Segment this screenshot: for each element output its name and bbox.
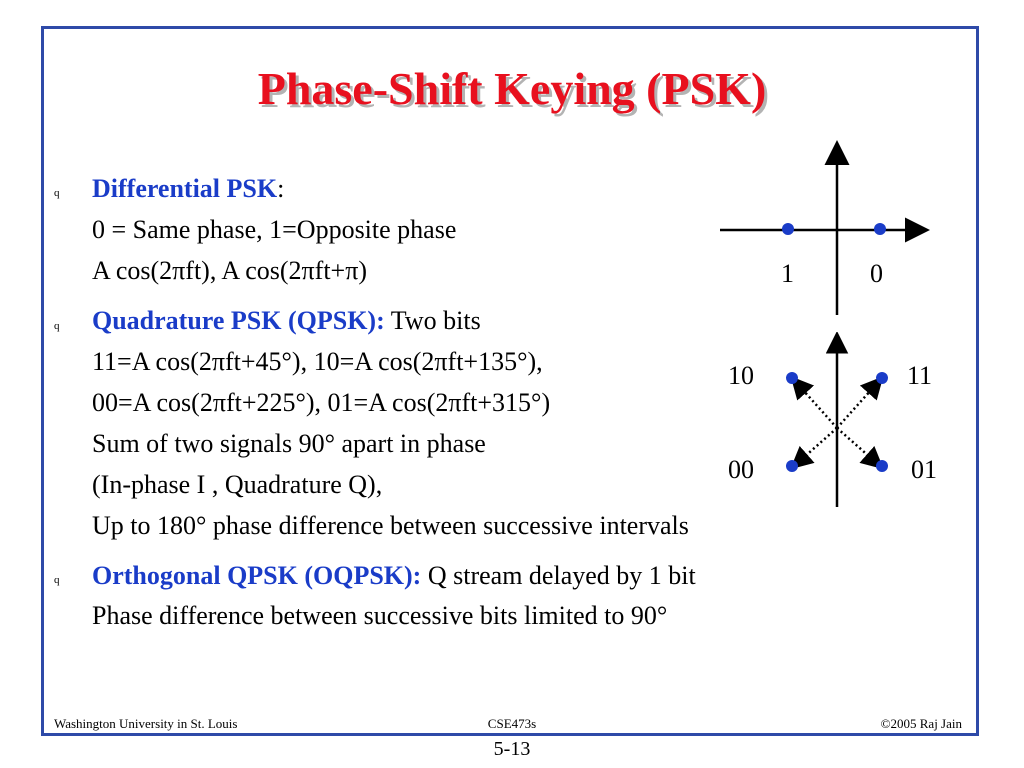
- constellation-label: 10: [728, 361, 754, 390]
- item-text-line: 11=A cos(2πft+45°), 10=A cos(2πft+135°),: [92, 347, 543, 376]
- item-text-line: (In-phase I , Quadrature Q),: [92, 470, 383, 499]
- bullet-marker: q: [54, 320, 60, 332]
- constellation-label: 11: [907, 361, 933, 390]
- constellation-label: 00: [728, 455, 754, 484]
- item-differential-psk-heading: [92, 174, 284, 204]
- item-qpsk-heading: [92, 306, 481, 336]
- item-heading-suffix: Q stream delayed by 1 bit: [421, 561, 696, 590]
- bullet-marker: q: [54, 187, 60, 199]
- dotted-arrow: [837, 428, 880, 466]
- item-text-line: Phase difference between successive bits limited to 90°: [92, 601, 668, 630]
- footer-copyright: ©2005 Raj Jain: [880, 716, 962, 731]
- item-text-line: Sum of two signals 90° apart in phase: [92, 429, 486, 458]
- item-oqpsk-heading: [92, 561, 696, 591]
- constellation-label: 0: [870, 259, 883, 288]
- constellation-point: [874, 223, 886, 235]
- item-text-line: 00=A cos(2πft+225°), 01=A cos(2πft+315°): [92, 388, 551, 417]
- constellation-point: [782, 223, 794, 235]
- dotted-arrow: [837, 380, 880, 428]
- qpsk-constellation-diagram: [715, 332, 955, 512]
- footer-institution: Washington University in St. Louis: [54, 716, 238, 731]
- constellation-point: [876, 372, 888, 384]
- item-heading-suffix: :: [277, 174, 285, 203]
- bullet-marker: q: [54, 574, 60, 586]
- slide-title: Phase-Shift Keying (PSK): [257, 63, 767, 114]
- dotted-arrow: [794, 428, 837, 466]
- item-heading: Orthogonal QPSK (OQPSK):: [92, 561, 422, 590]
- constellation-point: [876, 460, 888, 472]
- bpsk-constellation-diagram: [715, 140, 935, 320]
- constellation-point: [786, 372, 798, 384]
- constellation-label: 1: [781, 259, 794, 288]
- dotted-arrow: [794, 380, 837, 428]
- constellation-point: [786, 460, 798, 472]
- item-text-line: 0 = Same phase, 1=Opposite phase: [92, 215, 457, 244]
- constellation-label: 01: [911, 455, 937, 484]
- item-heading: Quadrature PSK (QPSK):: [92, 306, 385, 335]
- item-heading-suffix: Two bits: [384, 306, 481, 335]
- page-number: 5-13: [493, 738, 531, 760]
- footer-course: CSE473s: [487, 716, 537, 731]
- item-heading: Differential PSK: [92, 174, 278, 203]
- item-text-line: A cos(2πft), A cos(2πft+π): [92, 256, 368, 285]
- item-text-line: Up to 180° phase difference between successive intervals: [92, 511, 689, 540]
